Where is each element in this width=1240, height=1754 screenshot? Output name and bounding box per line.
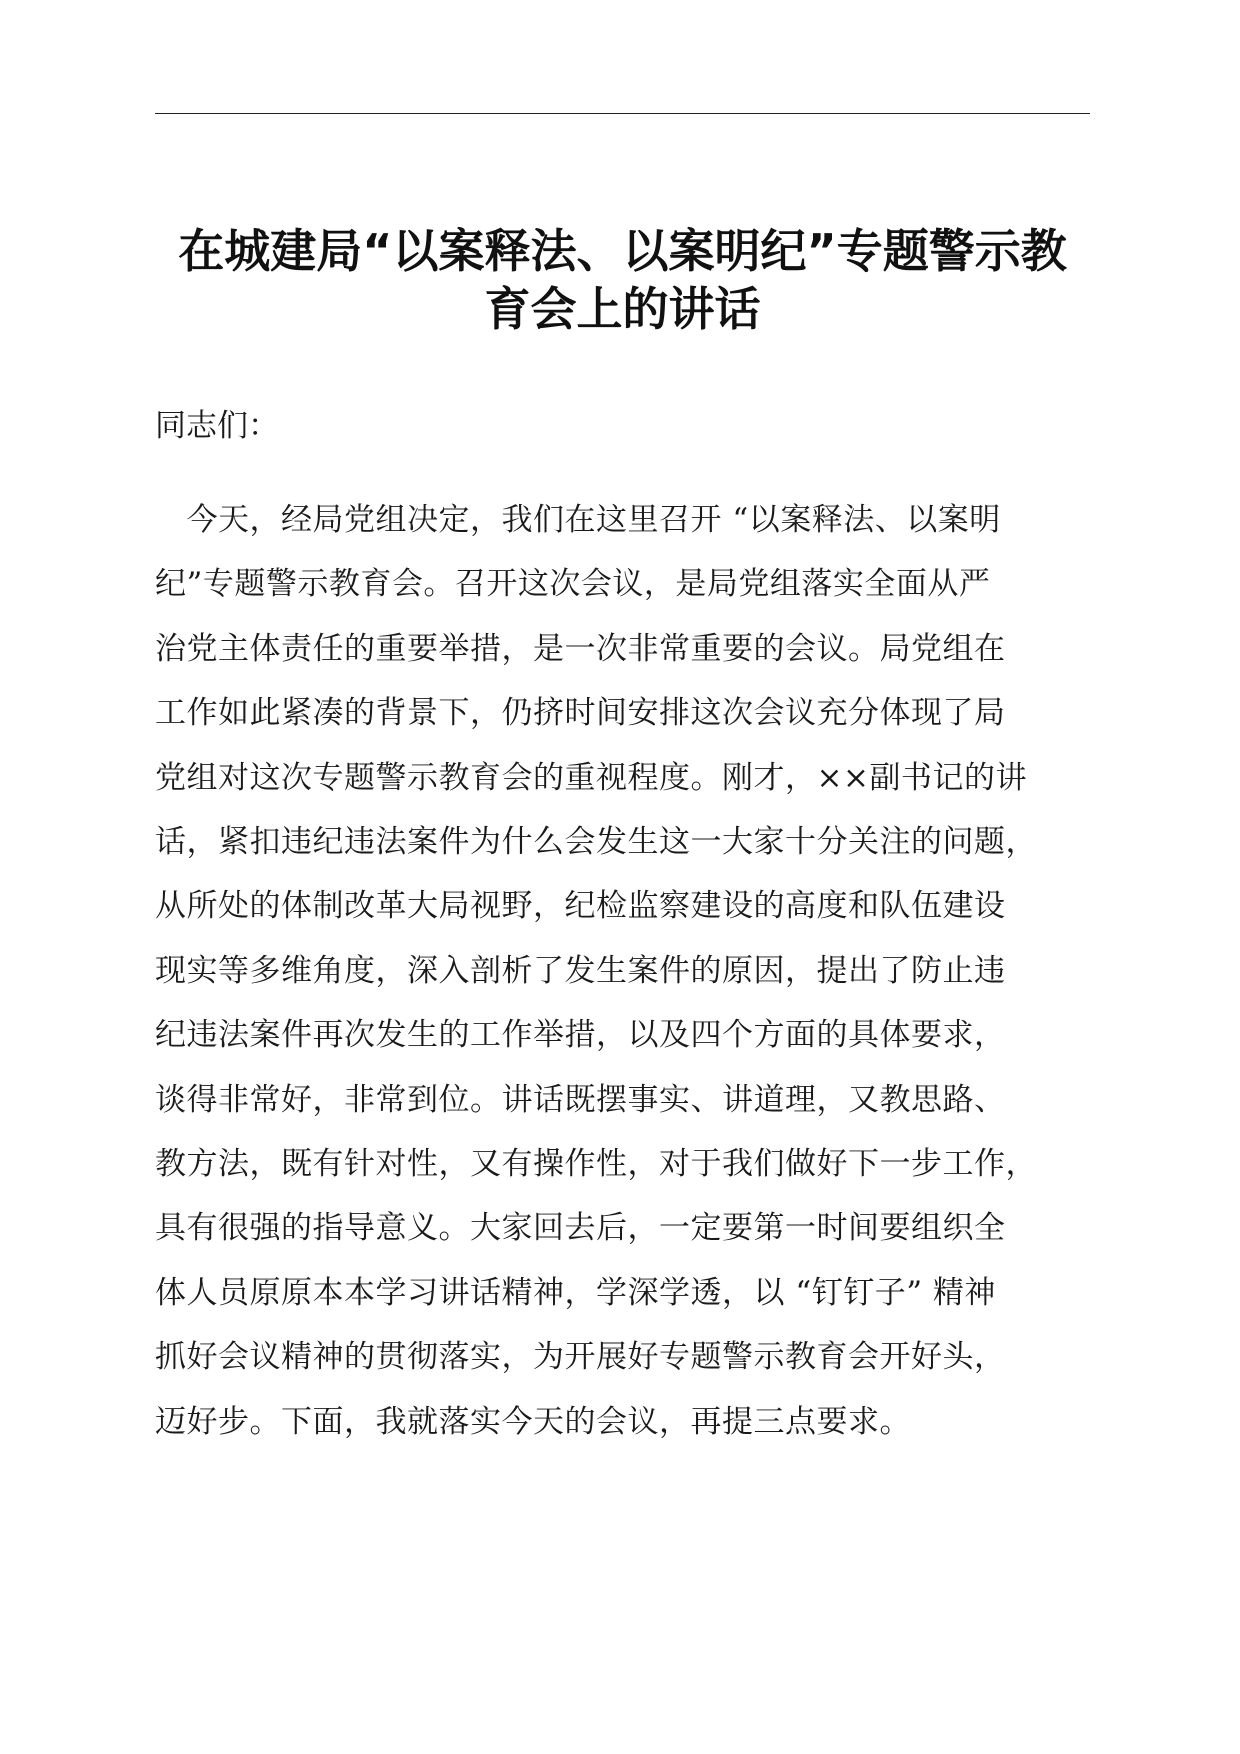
paragraph-line: 教方法，既有针对性，又有操作性，对于我们做好下一步工作， (155, 1146, 1037, 1183)
paragraph-line: 纪违法案件再次发生的工作举措，以及四个方面的具体要求， (155, 1017, 1006, 1054)
document-title (155, 222, 1090, 338)
body-paragraph (155, 488, 1090, 1454)
paragraph-line: 谈得非常好，非常到位。讲话既摆事实、讲道理，又教思路、 (155, 1081, 1006, 1118)
paragraph-line: 现实等多维角度，深入剖析了发生案件的原因，提出了防止违 (155, 952, 1006, 989)
paragraph-line: 具有很强的指导意义。大家回去后，一定要第一时间要组织全 (155, 1210, 1006, 1247)
paragraph-line: 治党主体责任的重要举措，是一次非常重要的会议。局党组在 (155, 630, 1006, 667)
title-line-1: 在城建局“以案释法、以案明纪”专题警示教 (178, 224, 1067, 278)
paragraph-line: 话，紧扣违纪违法案件为什么会发生这一大家十分关注的问题， (155, 824, 1037, 861)
title-line-2: 育会上的讲话 (484, 282, 761, 336)
paragraph-line: 工作如此紧凑的背景下，仍挤时间安排这次会议充分体现了局 (155, 695, 1006, 732)
paragraph-line: 体人员原原本本学习讲话精神，学深学透，以 “钉钉子” 精神 (155, 1274, 996, 1311)
paragraph-line: 从所处的体制改革大局视野，纪检监察建设的高度和队伍建设 (155, 888, 1006, 925)
paragraph-line: 今天，经局党组决定，我们在这里召开 “以案释法、以案明 (155, 502, 1001, 538)
paragraph-line: 迈好步。下面，我就落实今天的会议，再提三点要求。 (155, 1403, 911, 1440)
paragraph-line: 党组对这次专题警示教育会的重视程度。刚才，××副书记的讲 (155, 759, 1027, 796)
salutation: 同志们： (155, 408, 279, 444)
paragraph-line: 抓好会议精神的贯彻落实，为开展好专题警示教育会开好头， (155, 1339, 1006, 1376)
header-rule (155, 113, 1090, 114)
paragraph-line: 纪”专题警示教育会。召开这次会议，是局党组落实全面从严 (155, 566, 991, 603)
